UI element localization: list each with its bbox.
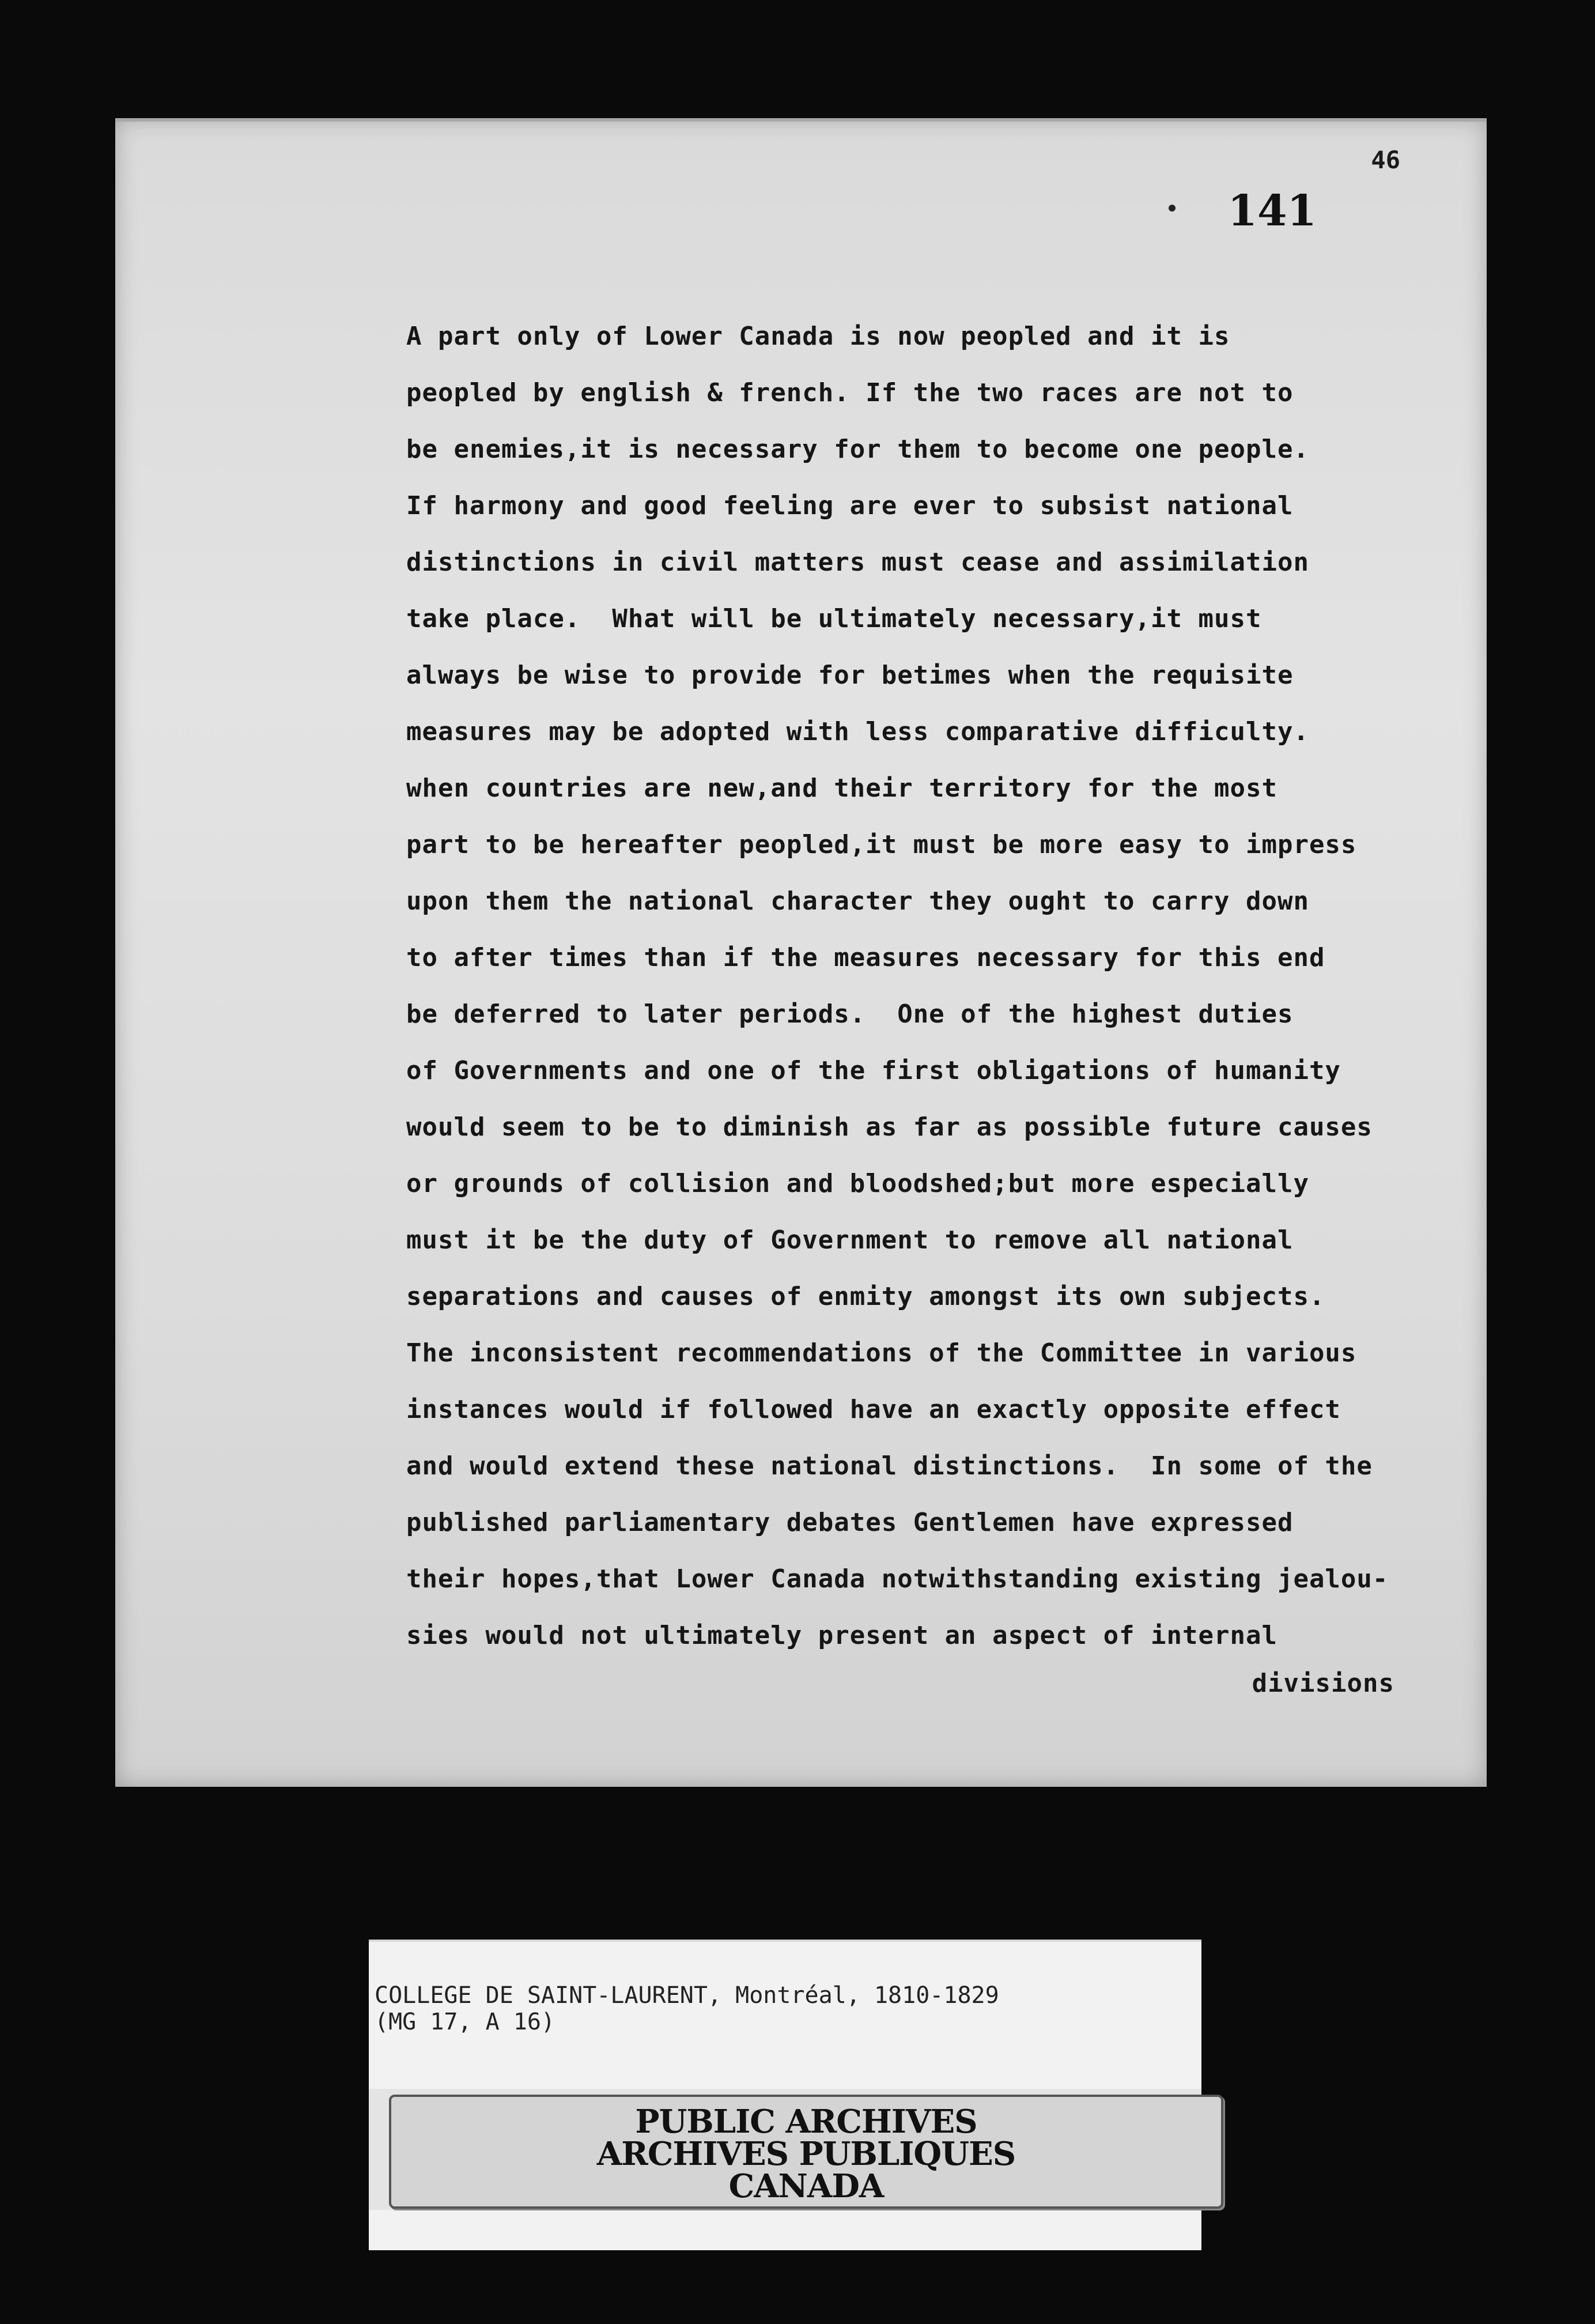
ink-dot <box>1169 205 1176 212</box>
text-line: or grounds of collision and bloodshed;but more especially <box>406 1169 1309 1198</box>
page-number-small: 46 <box>1371 146 1400 174</box>
text-line: would seem to be to diminish as far as possible future causes <box>406 1112 1373 1142</box>
text-line: of Governments and one of the first obligations of humanity <box>406 1056 1341 1085</box>
citation-line: (MG 17, A 16) <box>375 2009 555 2035</box>
text-line: separations and causes of enmity amongst its own subjects. <box>406 1282 1325 1311</box>
stamp-line: ARCHIVES PUBLIQUES <box>596 2135 1016 2173</box>
text-line: be enemies,it is necessary for them to become one people. <box>406 435 1309 464</box>
text-line: instances would if followed have an exactly opposite effect <box>406 1395 1341 1424</box>
text-line: and would extend these national distinctions. In some of the <box>406 1451 1373 1481</box>
stamp-line: PUBLIC ARCHIVES <box>635 2103 977 2141</box>
catchword: divisions <box>1252 1669 1394 1698</box>
citation-line: COLLEGE DE SAINT-LAURENT, Montréal, 1810-1829 <box>375 1982 999 2009</box>
archive-citation <box>375 1982 999 2035</box>
text-line: part to be hereafter peopled,it must be more easy to impress <box>406 830 1357 859</box>
text-line: when countries are new,and their territory for the most <box>406 774 1277 803</box>
text-line: peopled by english & french. If the two races are not to <box>406 378 1294 408</box>
document-page <box>115 118 1487 1787</box>
text-line: If harmony and good feeling are ever to subsist national <box>406 491 1294 520</box>
text-line: their hopes,that Lower Canada notwithstanding existing jealou- <box>406 1564 1389 1594</box>
page-number-large: 141 <box>1227 186 1317 236</box>
text-line: take place. What will be ultimately necessary,it must <box>406 604 1262 633</box>
archives-stamp <box>389 2095 1223 2209</box>
body-text <box>406 308 1553 1664</box>
text-line: be deferred to later periods. One of the highest duties <box>406 999 1294 1029</box>
text-line: The inconsistent recommendations of the Committee in various <box>406 1338 1357 1368</box>
text-line: A part only of Lower Canada is now peopled and it is <box>406 322 1230 351</box>
text-line: upon them the national character they ought to carry down <box>406 886 1309 916</box>
text-line: to after times than if the measures necessary for this end <box>406 943 1325 972</box>
text-line: distinctions in civil matters must cease and assimilation <box>406 548 1309 577</box>
text-line: sies would not ultimately present an aspect of internal <box>406 1621 1277 1650</box>
stamp-line: CANADA <box>728 2167 884 2205</box>
archive-label-card <box>369 1940 1201 2250</box>
page-edge <box>115 118 1487 122</box>
text-line: measures may be adopted with less comparative difficulty. <box>406 717 1309 746</box>
text-line: must it be the duty of Government to remove all national <box>406 1225 1294 1255</box>
stamp-band <box>369 2089 1201 2210</box>
text-line: published parliamentary debates Gentlemen have expressed <box>406 1508 1294 1537</box>
text-line: always be wise to provide for betimes when the requisite <box>406 661 1294 690</box>
